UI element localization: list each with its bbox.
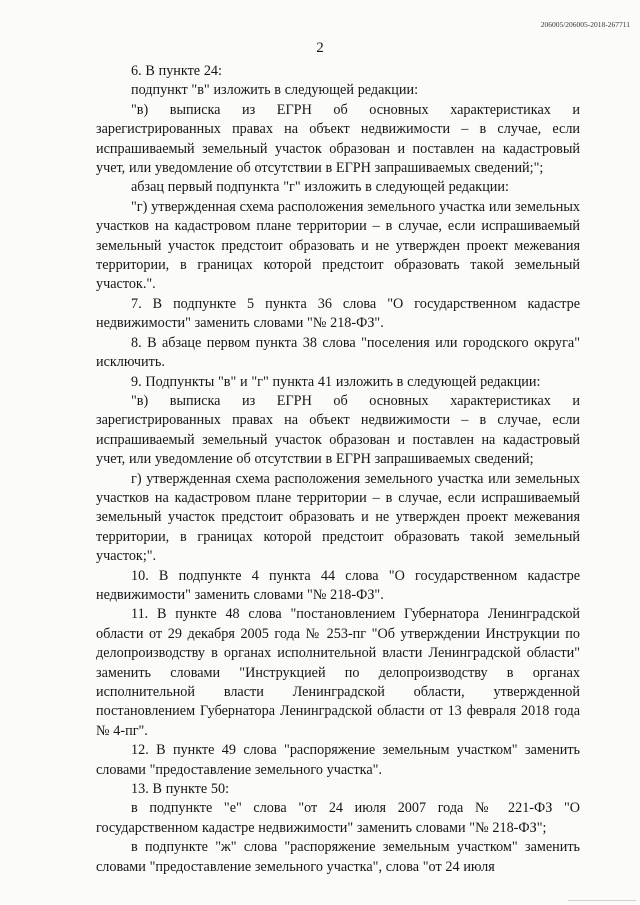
scan-mark [568,900,636,901]
paragraph-item-13-subitem-e: в подпункте "е" слова "от 24 июля 2007 года № 221-ФЗ "О государственном кадастре недвижимости" заменить словами "№ 218-ФЗ"; [96,800,580,836]
paragraph-subitem-v-intro: подпункт "в" изложить в следующей редакции: [131,82,419,99]
paragraph-subitem-g-text: "г) утвержденная схема расположения земельного участка или земельных участков на кадастровом плане территории – в случае, если испрашиваемый земельный участок предстоит образовать и не утвержден проект межевания территории, в границах которой предстоит образовать такой земельный участок.". [96,198,580,293]
paragraph-item-6: 6. В пункте 24: [131,63,222,79]
paragraph-item-13: 13. В пункте 50: [131,781,230,798]
paragraph-item-12: 12. В пункте 49 слова "распоряжение земельным участком" заменить словами "предоставление земельного участка". [96,742,580,778]
paragraph-item-13-subitem-zh: в подпункте "ж" слова "распоряжение земельным участком" заменить словами "предоставление земельного участка", слова "от 24 июля [96,839,580,875]
paragraph-item-9: 9. Подпункты "в" и "г" пункта 41 изложить в следующей редакции: [131,373,541,390]
page-number: 2 [316,40,324,56]
paragraph-item-8: 8. В абзаце первом пункта 38 слова "поселения или городского округа" исключить. [96,334,580,371]
paragraph-subitem-g-intro: абзац первый подпункта "г" изложить в следующей редакции: [131,179,509,196]
document-id: 206005/206005-2018-267711 [540,20,630,29]
paragraph-item-10: 10. В подпункте 4 пункта 44 слова "О государственном кадастре недвижимости" заменить словами "№ 218-ФЗ". [96,567,580,603]
document-body [96,62,580,877]
paragraph-item-9-subitem-v: "в) выписка из ЕГРН об основных характеристиках и зарегистрированных правах на объект недвижимости – в случае, если испрашиваемый земельный участок образован и поставлен на кадастровый учет, или уведомление об отсутствии в ЕГРН запрашиваемых сведений; [96,392,580,468]
paragraph-subitem-v-text: "в) выписка из ЕГРН об основных характеристиках и зарегистрированных правах на объект недвижимости – в случае, если испрашиваемый земельный участок образован и поставлен на кадастровый учет, или уведомление об отсутствии в ЕГРН запрашиваемых сведений;"; [96,101,580,177]
paragraph-item-9-subitem-g: г) утвержденная схема расположения земельного участка или земельных участков на кадастровом плане территории – в случае, если испрашиваемый земельный участок предстоит образовать и не утвержден проект межевания территории, в границах которой предстоит образовать такой земельный участок;". [96,470,580,565]
paragraph-item-7: 7. В подпункте 5 пункта 36 слова "О государственном кадастре недвижимости" заменить словами "№ 218-ФЗ". [96,295,580,332]
paragraph-item-11: 11. В пункте 48 слова "постановлением Губернатора Ленинградской области от 29 декабря 2005 года № 253-пг "Об утверждении Инструкции по делопроизводству в органах исполнительной власти Ленинградской области" заменить словами "Инструкцией по делопроизводству в органах исполнительной власти Ленинградской области, утвержденной постановлением Губернатора Ленинградской области от 13 февраля 2018 года № 4-пг". [96,606,580,739]
